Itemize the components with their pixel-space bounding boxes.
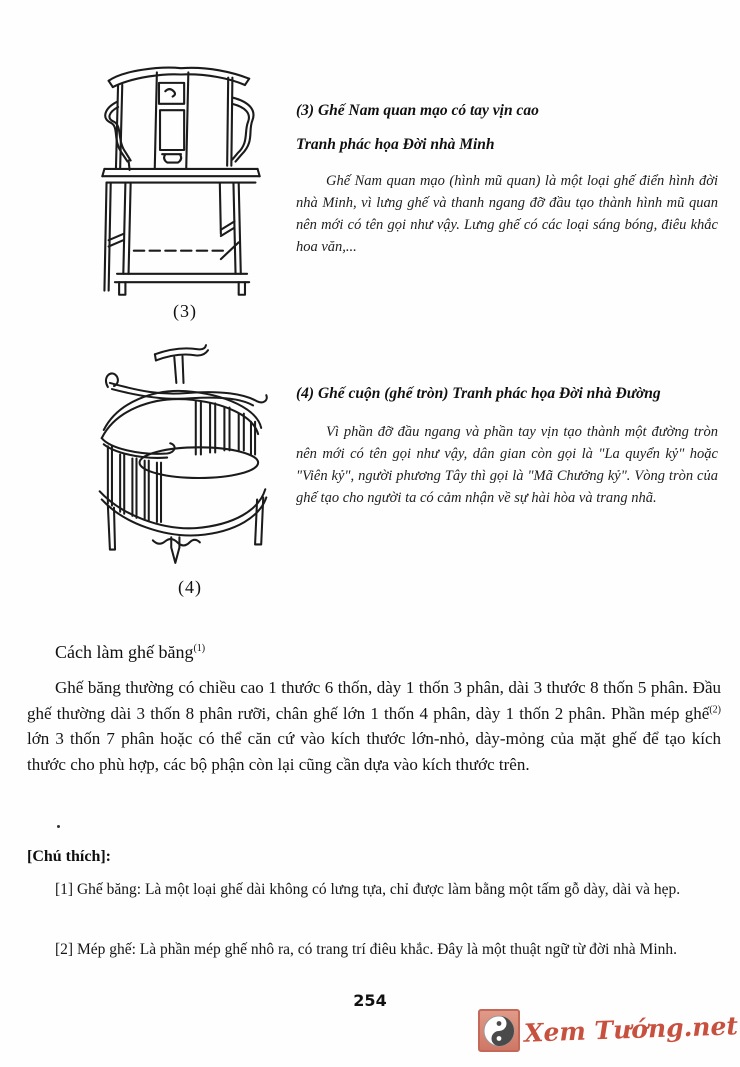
figure4-heading: (4) Ghế cuộn (ghế tròn) Tranh phác họa Đời nhà Đường: [296, 385, 661, 402]
section-heading-text: Cách làm ghế băng: [55, 642, 194, 662]
watermark-text: Xem Tướng.net: [523, 1011, 739, 1048]
figure3-heading: (3) Ghế Nam quan mạo có tay vịn cao: [296, 102, 539, 119]
section-body-part1: Ghế băng thường có chiều cao 1 thước 6 thốn, dày 1 thốn 3 phân, dài 3 thước 8 thốn 5 phân. Đầu ghế thường dài 3 thốn 8 phân rưỡi, chân ghế lớn 1 thốn 4 phân, dày 1 thốn 2 phân. Phần mép ghế: [27, 678, 721, 723]
figure3-text-block: [296, 100, 718, 258]
watermark-link[interactable]: [478, 1009, 738, 1052]
footnote-2: [2] Mép ghế: Là phần mép ghế nhô ra, có trang trí điêu khắc. Đây là một thuật ngữ từ đời nhà Minh.: [55, 941, 678, 958]
scan-artifact-dot: [57, 825, 60, 828]
figure3-body: Ghế Nam quan mạo (hình mũ quan) là một loại ghế điển hình đời nhà Minh, vì lưng ghế và thanh ngang đỡ đầu tạo thành hình mũ quan nên mới có tên gọi như vậy. Lưng ghế có các loại sáng bóng, điêu khắc hoa văn,...: [296, 173, 718, 255]
footnote-marker-2: (2): [709, 703, 721, 715]
section-body: [27, 675, 721, 777]
section-heading: [55, 642, 205, 663]
figure4-body: Vì phần đỡ đầu ngang và phần tay vịn tạo thành một đường tròn nên mới có tên gọi như vậy, dân gian còn gọi là "La quyển kỷ" hoặc "Viên kỷ", người phương Tây thì gọi là "Mã Chưởng kỷ". Vòng tròn của ghế tạo cho người ta có cảm nhận về sự hài hòa và trang nhã.: [296, 424, 718, 506]
footnote-1: [1] Ghế băng: Là một loại ghế dài không có lưng tựa, chỉ được làm bằng một tấm gỗ dày, dài và hẹp.: [55, 881, 681, 898]
figure3-subheading: Tranh phác họa Đời nhà Minh: [296, 136, 495, 153]
section-body-part2: lớn 3 thốn 7 phân hoặc có thể căn cứ vào kích thước lớn-nhỏ, dày-mỏng của mặt ghế để tạo kích thước cho phù hợp, các bộ phận còn lại cũng cần dựa vào kích thước trên.: [27, 729, 721, 774]
footnote-marker-1: (1): [193, 643, 206, 654]
page-number: 254: [353, 991, 387, 1010]
figure4-caption: (4): [178, 577, 202, 597]
yinyang-icon: [478, 1009, 520, 1052]
armchair-figure-drawing: [100, 64, 262, 300]
barrel-chair-figure-drawing: [93, 340, 273, 570]
figure4-text-block: [296, 383, 718, 509]
notes-heading: [Chú thích]:: [27, 848, 112, 865]
figure3-caption: (3): [173, 301, 197, 321]
